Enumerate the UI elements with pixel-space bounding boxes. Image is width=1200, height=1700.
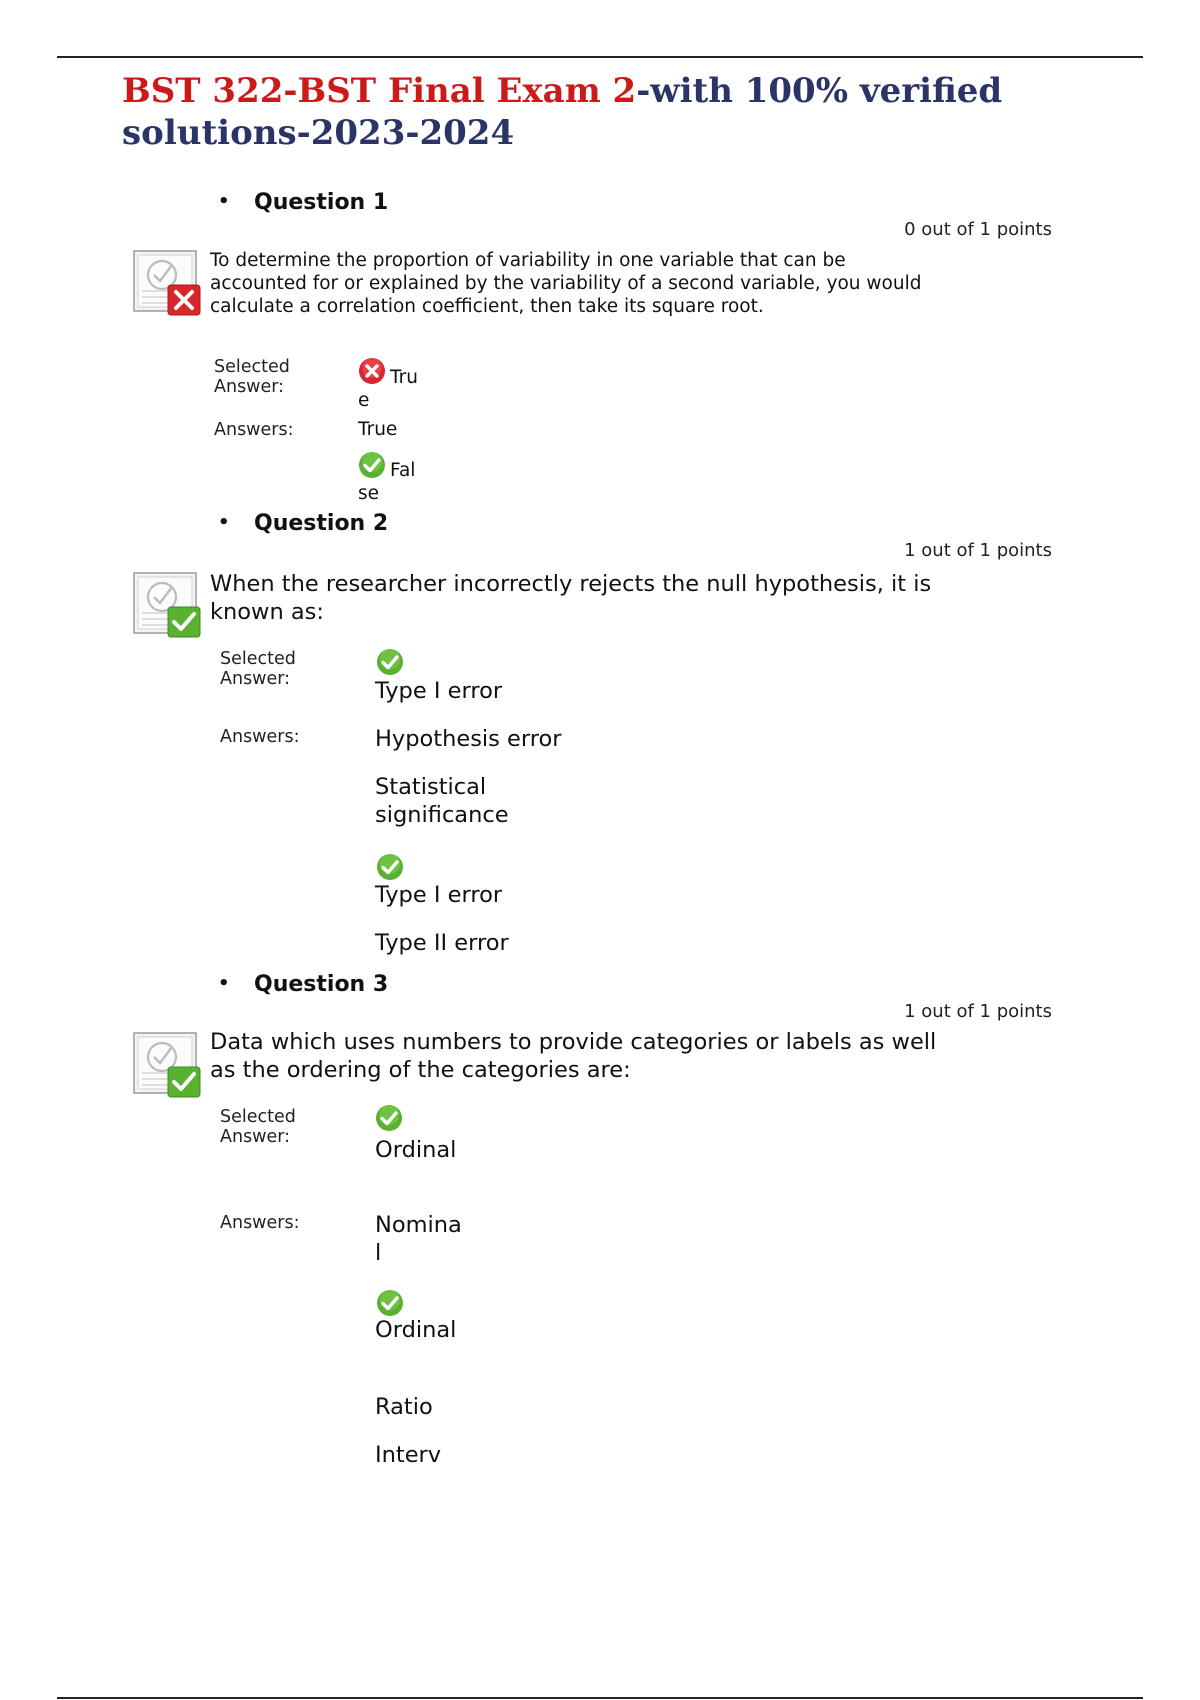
question-3-heading: • Question 3 — [218, 972, 389, 997]
question-2-answers-label: Answers: — [220, 727, 300, 747]
question-3-answers-label: Answers: — [220, 1213, 300, 1233]
question-1-answer-option: False — [358, 460, 416, 504]
question-3-answer-option: Ratio — [375, 1394, 433, 1420]
question-1-selected-label: Selected Answer: — [214, 357, 290, 397]
correct-check-icon — [376, 1289, 404, 1317]
question-1-points: 0 out of 1 points — [904, 219, 1052, 240]
question-1-answers-label: Answers: — [214, 420, 294, 440]
question-1-selected-answer: True — [358, 367, 418, 411]
question-2-answer-option: Type II error — [375, 930, 509, 956]
question-1-heading: • Question 1 — [218, 190, 389, 215]
question-2-answer-option: Statistical significance — [375, 774, 509, 828]
question-2-selected-label: Selected Answer: — [220, 649, 296, 689]
question-3-text: Data which uses numbers to provide categories or labels as well as the ordering of the categories are: — [210, 1029, 937, 1083]
title-course-part: BST 322-BST Final Exam 2 — [122, 71, 637, 111]
question-2-answer-option: Hypothesis error — [375, 726, 562, 752]
question-3-correct-icon — [132, 1029, 202, 1099]
question-3-selected-label: Selected Answer: — [220, 1107, 296, 1147]
question-3-answer-option: Ordinal — [375, 1317, 457, 1343]
question-3-points: 1 out of 1 points — [904, 1001, 1052, 1022]
top-rule — [57, 56, 1143, 58]
question-1-incorrect-icon — [132, 247, 202, 317]
page-title — [122, 70, 1082, 154]
question-2-points: 1 out of 1 points — [904, 540, 1052, 561]
question-3-heading-text: Question 3 — [254, 972, 389, 997]
question-1-text: To determine the proportion of variability in one variable that can be accounted for or explained by the variability of a second variable, you would calculate a correlation coefficient, then take its square root. — [210, 250, 922, 317]
question-2-answer-option: Type I error — [375, 882, 503, 908]
question-3-answer-option: Nominal — [375, 1212, 462, 1266]
correct-check-icon — [376, 853, 404, 881]
correct-check-icon — [376, 648, 404, 676]
question-2-correct-icon — [132, 569, 202, 639]
question-3-answer-option: Interv — [375, 1442, 442, 1468]
correct-check-icon — [375, 1104, 403, 1132]
question-2-selected-answer: Type I error — [375, 678, 503, 704]
question-2-text: When the researcher incorrectly rejects the null hypothesis, it is known as: — [210, 571, 932, 625]
question-1-answer-option: True — [358, 419, 398, 440]
question-2-heading: • Question 2 — [218, 511, 389, 536]
question-1-heading-text: Question 1 — [254, 190, 389, 215]
title-subtitle-part: -with 100% verified solutions-2023-2024 — [122, 71, 1003, 153]
question-3-selected-answer: Ordinal — [375, 1137, 457, 1163]
question-2-heading-text: Question 2 — [254, 511, 389, 536]
bottom-rule — [57, 1697, 1143, 1699]
